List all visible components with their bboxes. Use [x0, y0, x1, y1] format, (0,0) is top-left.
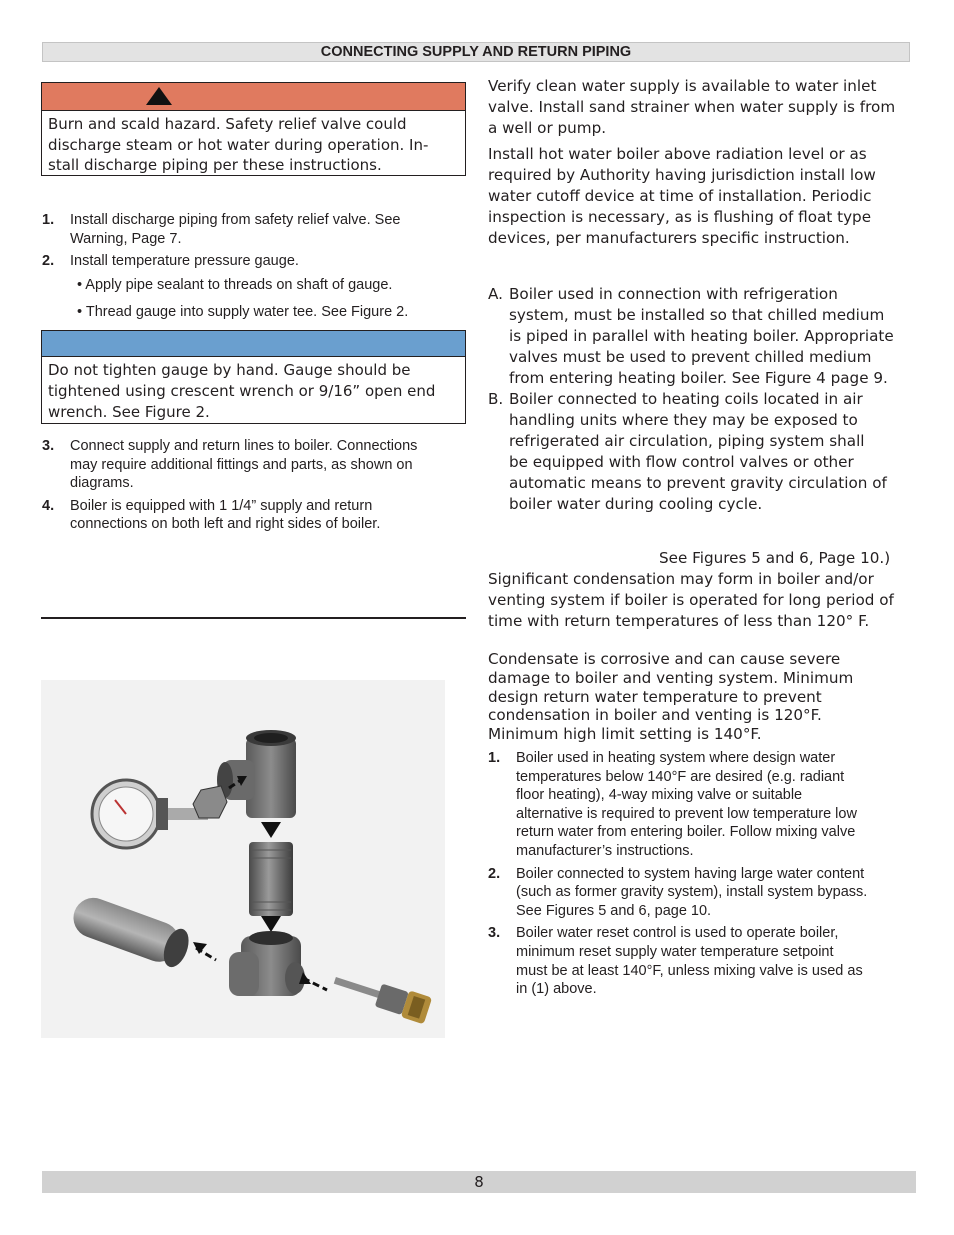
list-item [488, 749, 918, 861]
text-line: a well or pump. [488, 119, 607, 137]
steps-list-b [42, 437, 467, 534]
text-line: minimum reset supply water temperature setpoint [516, 943, 834, 960]
text-line: damage to boiler and venting system. Minimum [488, 668, 854, 687]
section-title: CONNECTING SUPPLY AND RETURN PIPING [320, 44, 632, 60]
text-line: Boiler connected to heating coils located in air [509, 390, 863, 408]
bullet-item: • Thread gauge into supply water tee. See Figure 2. [77, 304, 409, 320]
text-line: in (1) above. [516, 981, 597, 998]
list-item [488, 284, 918, 389]
text-line: Boiler is equipped with 1 1/4” supply and return [70, 497, 373, 514]
paragraph-condensate [488, 650, 918, 744]
text-line: devices, per manufacturers specific instruction. [488, 229, 850, 247]
steps-list-a [42, 211, 467, 271]
text-line: alternative is required to prevent low temperature low [516, 805, 857, 822]
text-line: discharge steam or hot water during operation. In- [48, 135, 429, 154]
text-line: Boiler used in connection with refrigeration [509, 285, 838, 303]
text-line: Connect supply and return lines to boiler. Connections [70, 438, 418, 454]
list-item [488, 924, 918, 998]
list-item [42, 497, 467, 534]
text-line: return water from entering boiler. Follow mixing valve [516, 824, 856, 841]
steps-list-right [488, 749, 918, 999]
figure-reference: See Figures 5 and 6, Page 10.) [659, 549, 891, 567]
text-line: diagrams. [70, 475, 134, 492]
text-line: must be at least 140°F, unless mixing valve is used as [516, 962, 863, 979]
text-line: inspection is necessary, as is flushing of float type [488, 208, 872, 226]
text-line: handling units where they may be exposed to [509, 411, 858, 429]
gauge-assembly-illustration [41, 680, 445, 1038]
item-letter: A. [488, 285, 503, 303]
text-line: Condensate is corrosive and can cause severe [488, 650, 841, 668]
list-item [42, 252, 467, 271]
text-line: Burn and scald hazard. Safety relief valve could [48, 115, 407, 133]
text-line: tightened using crescent wrench or 9/16” open end [48, 382, 436, 400]
paragraph-installation [488, 144, 918, 249]
section-header [42, 42, 910, 62]
step-number: 3. [42, 438, 55, 454]
notice-banner [42, 331, 465, 357]
text-line: manufacturer’s instructions. [516, 842, 694, 859]
text-line: valves must be used to prevent chilled medium [509, 348, 872, 366]
text-line: connections on both left and right sides of boiler. [70, 516, 381, 533]
text-line: temperatures below 140°F are desired (e.g. radiant [516, 768, 845, 785]
list-item [42, 211, 467, 248]
text-line: Do not tighten gauge by hand. Gauge should be [48, 361, 411, 379]
page-footer [42, 1171, 916, 1193]
warning-box [41, 82, 466, 176]
text-line: automatic means to prevent gravity circulation of [509, 474, 887, 492]
text-line: Warning, Page 7. [70, 230, 182, 247]
step-number: 1. [42, 212, 55, 228]
text-line: Significant condensation may form in boiler and/or [488, 570, 874, 588]
paragraph-water-supply [488, 76, 918, 139]
item-letter: B. [488, 390, 504, 408]
text-line: Boiler water reset control is used to operate boiler, [516, 925, 839, 942]
text-line: (such as former gravity system), install system bypass. [516, 884, 868, 901]
step-number: 1. [488, 750, 501, 766]
text-line: required by Authority having jurisdiction install low [488, 166, 876, 184]
list-item [488, 389, 918, 515]
step-number: 4. [42, 497, 55, 514]
text-line: boiler water during cooling cycle. [509, 495, 763, 513]
warning-text [42, 111, 465, 176]
text-line: venting system if boiler is operated for long period of [488, 591, 894, 609]
warning-banner [42, 83, 465, 111]
text-line: valve. Install sand strainer when water supply is from [488, 98, 896, 116]
list-item [42, 437, 467, 493]
text-line: system, must be installed so that chilled medium [509, 306, 885, 324]
list-item [488, 865, 918, 921]
section-divider [41, 617, 466, 619]
step-number: 2. [488, 865, 501, 882]
bullet-item: • Apply pipe sealant to threads on shaft of gauge. [77, 277, 393, 293]
text-line: design return water temperature to prevent [488, 687, 822, 706]
text-line: Install discharge piping from safety relief valve. See [70, 212, 401, 228]
notice-text [42, 357, 465, 423]
step-number: 2. [42, 253, 55, 270]
paragraph-condensation [488, 569, 918, 632]
warning-triangle-icon [145, 86, 173, 106]
text-line: Boiler used in heating system where design water [516, 750, 836, 766]
text-line: Install temperature pressure gauge. [70, 253, 299, 270]
text-line: time with return temperatures of less than 120° F. [488, 612, 870, 630]
text-line: wrench. See Figure 2. [48, 403, 210, 421]
text-line: refrigerated air circulation, piping system shall [509, 432, 865, 450]
text-line: be equipped with flow control valves or other [509, 453, 854, 471]
text-line: Verify clean water supply is available to water inlet [488, 77, 877, 95]
text-line: Boiler connected to system having large water content [516, 865, 865, 882]
step-number: 3. [488, 925, 501, 942]
text-line: is piped in parallel with heating boiler. Appropriate [509, 327, 894, 345]
lettered-list [488, 284, 918, 515]
text-line: floor heating), 4-way mixing valve or suitable [516, 787, 803, 804]
text-line: See Figures 5 and 6, page 10. [516, 902, 712, 919]
text-line: Install hot water boiler above radiation level or as [488, 145, 867, 163]
page-number: 8 [474, 1173, 484, 1191]
text-line: stall discharge piping per these instructions. [48, 156, 382, 175]
text-line: water cutoff device at time of installation. Periodic [488, 187, 872, 205]
text-line: condensation in boiler and venting is 120°F. [488, 706, 822, 725]
figure-gauge-installation [41, 680, 445, 1038]
text-line: from entering heating boiler. See Figure 4 page 9. [509, 369, 888, 387]
text-line: Minimum high limit setting is 140°F. [488, 725, 762, 744]
text-line: may require additional fittings and parts, as shown on [70, 456, 413, 473]
notice-box [41, 330, 466, 424]
